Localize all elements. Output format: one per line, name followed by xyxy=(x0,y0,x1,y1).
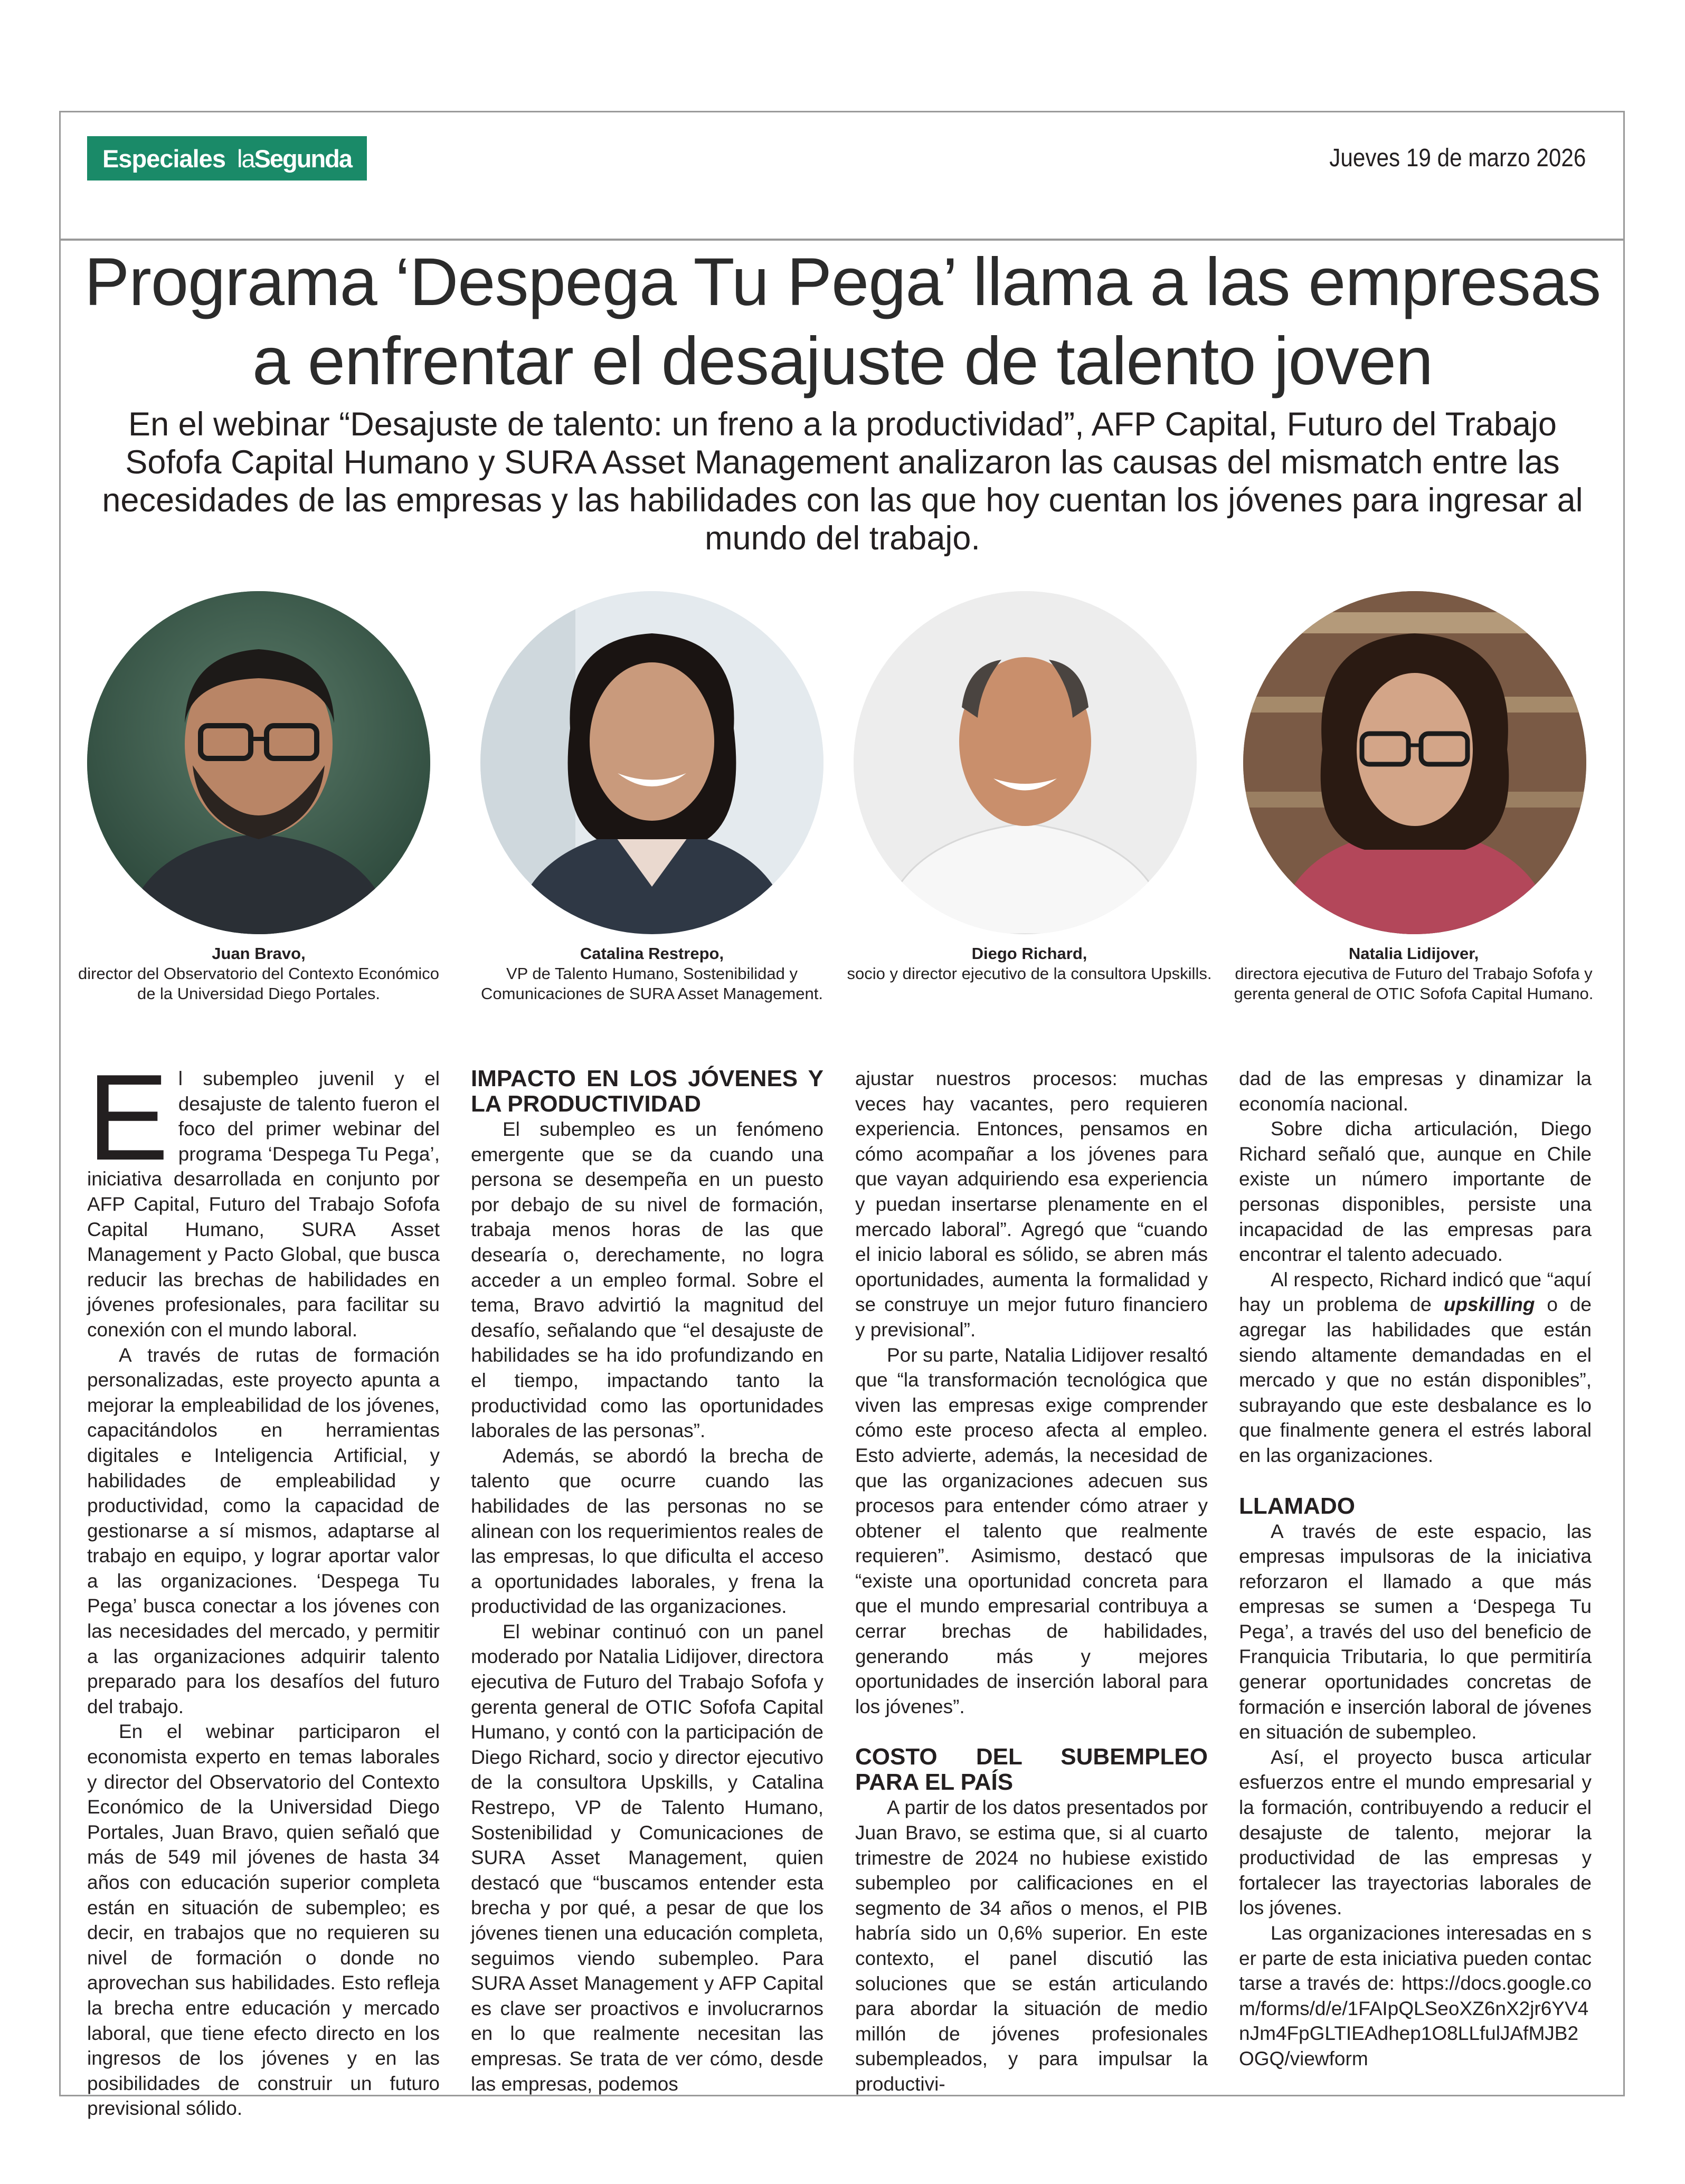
body-column-1 xyxy=(87,1049,440,2121)
caption-juan-bravo xyxy=(69,944,449,1004)
contact-paragraph: Las organizaciones interesadas en ser parte de esta iniciativa pueden contactarse a través de: https://docs.google.com/forms/d/e/1FAIpQLSeoXZ6nX2jr6YV4nJm4FpGLTIEAdhep1O8LLfulJAfMJB2OGQ/viewform xyxy=(1239,1922,1592,2069)
caption-role: VP de Talento Humano, Sostenibilidad y Comunicaciones de SURA Asset Management. xyxy=(481,964,823,1003)
body-column-4 xyxy=(1239,1066,1592,2072)
caption-role: socio y director ejecutivo de la consultora Upskills. xyxy=(847,964,1212,983)
photo-catalina-restrepo xyxy=(480,591,823,934)
body-paragraph: Por su parte, Natalia Lidijover resaltó que “la transformación tecnológica que viven las empresas exige comprender cómo este proceso afecta al empleo. Esto advierte, además, la necesidad de que las organizaciones adecuen sus procesos para entender cómo atraer y obtener el talento que realmente requieren”. Asimismo, destacó que “existe una oportunidad concreta para que el mundo empresarial contribuya a cerrar brechas de habilidades, generando más y mejores oportunidades de inserción laboral para los jóvenes”. xyxy=(855,1344,1208,1717)
brand-lasegunda: laSegunda xyxy=(236,144,352,173)
body-paragraph: En el webinar participaron el economista experto en temas laborales y director del Observatorio del Contexto Económico de la Universidad Diego Portales, Juan Bravo, quien señaló que más de 549 mil jóvenes de hasta 34 años con educación superior completa están en situación de subempleo; es decir, en trabajos que no requieren su nivel de formación o donde no aprovechan sus habilidades. Esto refleja la brecha entre educación y mercado laboral, que tiene efecto directo en los ingresos de los jóvenes y en las posibilidades de construir un futuro previsional sólido. xyxy=(87,1721,440,2120)
body-column-2 xyxy=(471,1066,823,2096)
photo-juan-bravo xyxy=(87,591,430,934)
body-paragraph: El subempleo juvenil y el desajuste de talento fueron el foco del primer webinar del programa ‘Despega Tu Pega’, iniciativa desarrollada en conjunto por AFP Capital, Futuro del Trabajo Sofofa Capital Humano, SURA Asset Management y Pacto Global, que busca reducir las brechas de habilidades en jóvenes profesionales, para facilitar su conexión con el mundo laboral. xyxy=(87,1049,440,1341)
headline-line-1: Programa ‘Despega Tu Pega’ llama a las empresas xyxy=(84,244,1601,320)
section-heading-impacto: IMPACTO EN LOS JÓVENES Y LA PRODUCTIVIDAD xyxy=(471,1066,823,1117)
section-logo xyxy=(87,136,367,181)
caption-diego-richard xyxy=(839,944,1219,984)
caption-name: Diego Richard, xyxy=(971,944,1087,963)
body-paragraph: dad de las empresas y dinamizar la economía nacional. xyxy=(1239,1068,1592,1115)
body-paragraph: A partir de los datos presentados por Juan Bravo, se estima que, si al cuarto trimestre de 2024 no hubiese existido subempleo por calificaciones en el segmento de 34 años o menos, el PIB habría sido un 0,6% superior. En este contexto, el panel discutió las soluciones que se están articulando para abordar la situación de medio millón de jóvenes profesionales subempleados, y para impulsar la productivi- xyxy=(855,1797,1208,2095)
body-paragraph: Sobre dicha articulación, Diego Richard señaló que, aunque en Chile existe un número importante de personas disponibles, persiste una incapacidad de las empresas para encontrar el talento adecuado. xyxy=(1239,1118,1592,1266)
section-heading-llamado: LLAMADO xyxy=(1239,1493,1355,1519)
headline xyxy=(74,243,1611,401)
body-paragraph: ajustar nuestros procesos: muchas veces hay vacantes, pero requieren experiencia. Entonces, pensamos en cómo acompañar a los jóvenes para que vayan adquiriendo esa experiencia y puedan insertarse plenamente en el mercado laboral”. Agregó que “cuando el inicio laboral es sólido, se abren más oportunidades, aumenta la formalidad y se construye un mejor futuro financiero y previsional”. xyxy=(855,1068,1208,1341)
body-column-3 xyxy=(855,1066,1208,2097)
section-heading-costo: COSTO DEL SUBEMPLEO PARA EL PAÍS xyxy=(855,1744,1208,1796)
photo-diego-richard xyxy=(854,591,1197,934)
issue-date: Jueves 19 de marzo 2026 xyxy=(1329,144,1586,172)
drop-cap: E xyxy=(87,1049,169,1186)
header-divider xyxy=(59,239,1625,241)
caption-catalina-restrepo xyxy=(462,944,842,1004)
caption-name: Juan Bravo, xyxy=(212,944,306,963)
subheadline: En el webinar “Desajuste de talento: un freno a la productividad”, AFP Capital, Futuro del Trabajo Sofofa Capital Humano y SURA Asset Management analizaron las causas del mismatch entre las necesidades de las empresas y las habilidades con las que hoy cuentan los jóvenes para ingresar al mundo del trabajo. xyxy=(102,406,1583,557)
body-paragraph: A través de rutas de formación personalizadas, este proyecto apunta a mejorar la empleabilidad de los jóvenes, capacitándolos en herramientas digitales e Inteligencia Artificial, y habilidades de empleabilidad y productividad, como la capacidad de gestionarse a sí mismos, adaptarse al trabajo en equipo, y lograr aportar valor a las organizaciones. ‘Despega Tu Pega’ busca conectar a los jóvenes con las necesidades del mercado, y permitir a las organizaciones adquirir talento preparado para los desafíos del futuro del trabajo. xyxy=(87,1344,440,1717)
caption-role: director del Observatorio del Contexto Económico de la Universidad Diego Portales. xyxy=(78,964,440,1003)
body-paragraph: El subempleo es un fenómeno emergente que se da cuando una persona se desempeña en un puesto por debajo de su nivel de formación, trabaja menos horas de las que desearía o, derechamente, no logra acceder a un empleo formal. Sobre el tema, Bravo advirtió la magnitud del desafío, señalando que “el desajuste de habilidades se ha ido profundizando en el tiempo, impactando tanto la productividad como las oportunidades laborales de las personas”. xyxy=(471,1118,823,1442)
brand-especiales: Especiales xyxy=(102,144,225,173)
caption-name: Catalina Restrepo, xyxy=(580,944,724,963)
caption-role: directora ejecutiva de Futuro del Trabajo Sofofa y gerenta general de OTIC Sofofa Capital Humano. xyxy=(1234,964,1594,1003)
caption-natalia-lidijover xyxy=(1224,944,1604,1004)
body-paragraph: Así, el proyecto busca articular esfuerzos entre el mundo empresarial y la formación, contribuyendo a reducir el desajuste de talento, mejorar la productividad de las empresas y fortalecer las trayectorias laborales de los jóvenes. xyxy=(1239,1746,1592,1919)
body-paragraph: Al respecto, Richard indicó que “aquí hay un problema de upskilling o de agregar las habilidades que están siendo altamente demandadas en el mercado y que no están disponibles”, subrayando que este desbalance es lo que finalmente genera el estrés laboral en las organizaciones. xyxy=(1239,1268,1592,1466)
body-paragraph: Además, se abordó la brecha de talento que ocurre cuando las habilidades de las personas no se alinean con los requerimientos reales de las empresas, lo que dificulta el acceso a oportunidades laborales, y frena la productividad de las organizaciones. xyxy=(471,1445,823,1618)
caption-name: Natalia Lidijover, xyxy=(1348,944,1479,963)
headline-line-2: a enfrentar el desajuste de talento joven xyxy=(252,324,1433,399)
body-paragraph: A través de este espacio, las empresas impulsoras de la iniciativa reforzaron el llamado a que más empresas se sumen a ‘Despega Tu Pega’, a través del uso del beneficio de Franquicia Tributaria, lo que permitiría generar oportunidades concretas de formación e inserción laboral de jóvenes en situación de subempleo. xyxy=(1239,1520,1592,1743)
photo-natalia-lidijover xyxy=(1243,591,1586,934)
body-paragraph: El webinar continuó con un panel moderado por Natalia Lidijover, directora ejecutiva de Futuro del Trabajo Sofofa y gerenta general de OTIC Sofofa Capital Humano, y contó con la participación de Diego Richard, socio y director ejecutivo de la consultora Upskills, y Catalina Restrepo, VP de Talento Humano, Sostenibilidad y Comunicaciones de SURA Asset Management, quien destacó que “buscamos entender esta brecha y por qué, a pesar de que los jóvenes tienen una educación completa, seguimos viendo subempleo. Para SURA Asset Management y AFP Capital es clave ser proactivos e involucrarnos en lo que realmente necesitan las empresas. Se trata de ver cómo, desde las empresas, podemos xyxy=(471,1620,823,2095)
